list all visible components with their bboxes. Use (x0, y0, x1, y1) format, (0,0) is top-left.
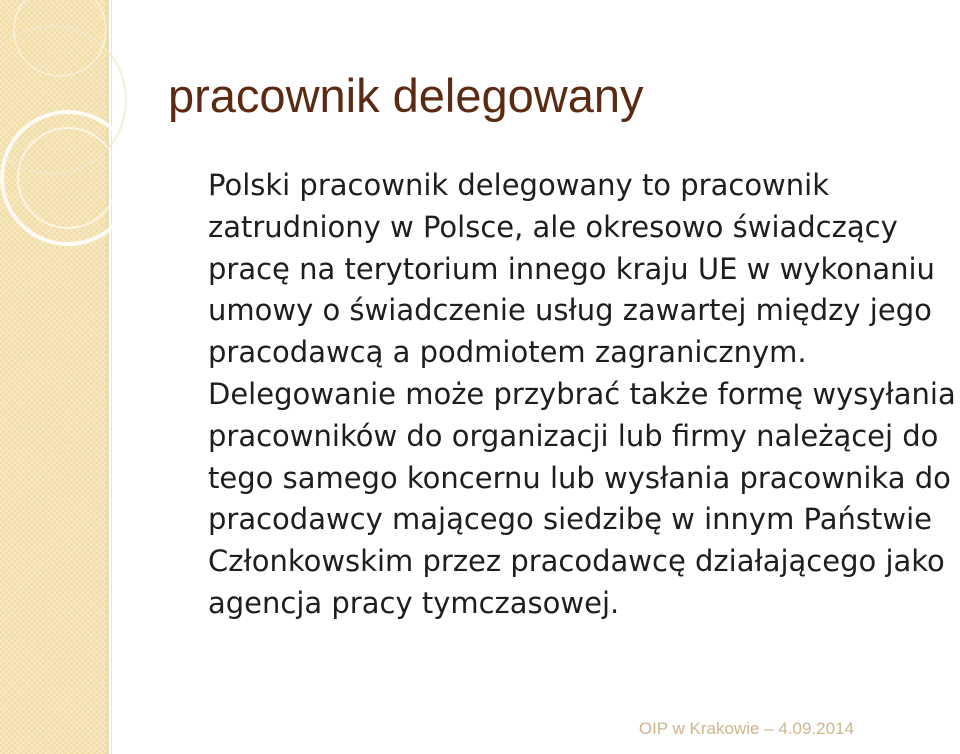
decorative-divider-thin (111, 0, 112, 754)
decorative-divider (106, 0, 109, 754)
slide-body-text: Polski pracownik delegowany to pracownik zatrudniony w Polsce, ale okresowo świadczący pracę na terytorium innego kraju UE w wykonaniu umowy o świadczenie usług zawartej między jego pracodawcą a podmiotem zagranicznym. Delegowanie może przybrać także formę wysyłania pracowników do organizacji lub firmy należącej do tego samego koncernu lub wysłania pracownika do pracodawcy mającego siedzibę w innym Państwie Członkowskim przez pracodawcę działającego jako agencja pracy tymczasowej. (208, 168, 956, 620)
slide-title: pracownik delegowany (168, 69, 644, 122)
slide-footer: OIP w Krakowie – 4.09.2014 (638, 719, 854, 738)
decorative-side-band (0, 0, 106, 754)
